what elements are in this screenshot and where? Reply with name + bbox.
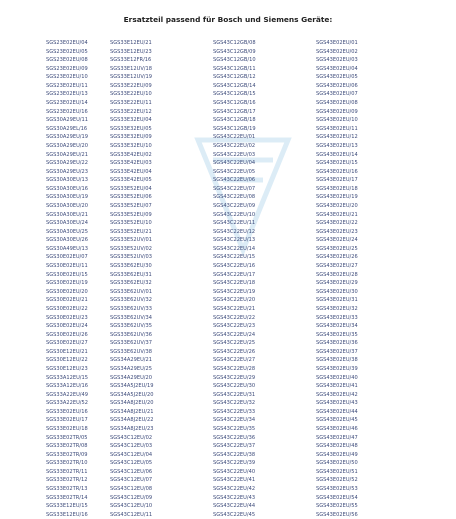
part-number: SGS33E22EU/09 <box>110 82 152 89</box>
part-number: SGS30A30EU/13 <box>46 177 89 184</box>
page-title: Ersatzteil passend für Bosch und Siemens Geräte: <box>123 15 333 24</box>
part-number: SGS33E02TR/09 <box>46 451 88 458</box>
part-number: SGS43E02EU/46 <box>316 426 358 433</box>
part-number: SGS43C12GB/14 <box>213 82 256 89</box>
part-number: SGS43C22EU/10 <box>213 211 256 218</box>
part-number: SGS43E02EU/04 <box>316 65 358 72</box>
column-4 <box>316 39 412 519</box>
part-number: SGS34A8J2EU/22 <box>110 417 154 424</box>
part-number: SGS33E52EU/06 <box>110 194 152 201</box>
part-number: SGS43E02EU/08 <box>316 100 358 107</box>
part-number: SGS43E02EU/36 <box>316 340 358 347</box>
part-number: SGS43C12GB/19 <box>213 125 256 132</box>
part-number: SGS30A29EU/23 <box>46 168 89 175</box>
part-number: SGS33A22EU/52 <box>46 400 89 407</box>
part-number: SGS23E02EU/09 <box>46 65 88 72</box>
part-number: SGS43C22EU/12 <box>213 228 256 235</box>
part-number: SGS43C12GB/12 <box>213 74 256 81</box>
part-number: SGS30A49EU/13 <box>46 245 89 252</box>
part-number: SGS43C22EU/19 <box>213 288 256 295</box>
part-number: SGS33E62UV/01 <box>110 288 153 295</box>
part-number: SGS30E02EU/27 <box>46 340 88 347</box>
part-number: SGS33E52UV/02 <box>110 245 153 252</box>
part-number: SGS30E02EU/15 <box>46 271 88 278</box>
part-number: SGS33E12EU/21 <box>110 40 152 46</box>
part-number: SGS43C22EU/37 <box>213 443 256 450</box>
part-number: SGS43E02EU/28 <box>316 271 358 278</box>
part-number: SGS30A30EU/21 <box>46 211 89 218</box>
part-number: SGS33E22EU/10 <box>110 91 152 98</box>
part-number: SGS43C12GB/08 <box>213 40 256 46</box>
part-number: SGS33E12UV/19 <box>110 74 153 81</box>
part-number: SGS43E02EU/50 <box>316 460 358 467</box>
part-number: SGS43E02EU/19 <box>316 194 358 201</box>
part-number: SGS43E02EU/32 <box>316 305 358 312</box>
part-number: SGS43E02EU/24 <box>316 237 358 244</box>
part-number: SGS33E02TR/05 <box>46 434 88 441</box>
part-number: SGS33E42EU/02 <box>110 151 152 158</box>
part-number: SGS33E62UV/33 <box>110 305 153 312</box>
part-number: SGS33E62EU/30 <box>110 263 152 270</box>
part-number: SGS33E52EU/10 <box>110 220 152 227</box>
part-number: SGS43E02EU/55 <box>316 503 358 510</box>
part-number: SGS43C22EU/33 <box>213 408 256 415</box>
part-number: SGS34A29EU/21 <box>110 357 153 364</box>
part-number: SGS43E02EU/16 <box>316 168 358 175</box>
part-number: SGS43E02EU/06 <box>316 82 358 89</box>
part-number: SGS43C22EU/08 <box>213 194 256 201</box>
part-number: SGS43C22EU/42 <box>213 486 256 493</box>
part-number: SGS43E02EU/15 <box>316 160 358 167</box>
part-number: SGS33E32EU/04 <box>110 117 152 124</box>
part-number: SGS43C12EU/05 <box>110 460 153 467</box>
part-number: SGS43E02EU/41 <box>316 383 358 390</box>
part-number: SGS43E02EU/35 <box>316 331 358 338</box>
part-number: SGS43E02EU/10 <box>316 117 358 124</box>
part-number: SGS43C22EU/26 <box>213 348 256 355</box>
part-number: SGS43C22EU/34 <box>213 417 256 424</box>
part-number: SGS43E02EU/22 <box>316 220 358 227</box>
part-number: SGS30A29EU/21 <box>46 151 89 158</box>
part-number: SGS43C22EU/02 <box>213 142 256 149</box>
part-number: SGS43E02EU/39 <box>316 365 358 372</box>
part-number: SGS43C12EU/08 <box>110 486 153 493</box>
part-number: SGS30E02EU/26 <box>46 331 88 338</box>
part-number: SGS43C22EU/01 <box>213 134 256 141</box>
part-number: SGS43C22EU/40 <box>213 468 256 475</box>
part-number: SGS30A30EU/25 <box>46 228 89 235</box>
part-number: SGS33E02TR/13 <box>46 486 88 493</box>
part-number: SGS43C22EU/09 <box>213 202 256 209</box>
part-number: SGS33E02TR/12 <box>46 477 88 484</box>
part-number: SGS43C22EU/36 <box>213 434 256 441</box>
part-number: SGS33E02EU/17 <box>46 417 88 424</box>
part-number: SGS43E02EU/30 <box>316 288 358 295</box>
part-number: SGS23E02EU/11 <box>46 82 88 89</box>
part-number: SGS30A30EU/20 <box>46 202 89 209</box>
part-number: SGS43C22EU/35 <box>213 426 256 433</box>
part-number: SGS30E02EU/23 <box>46 314 88 321</box>
part-number: SGS43C22EU/32 <box>213 400 256 407</box>
part-number: SGS23E02EU/05 <box>46 48 88 55</box>
part-number: SGS43C22EU/27 <box>213 357 256 364</box>
part-number: SGS30A30EU/16 <box>46 185 89 192</box>
part-number: SGS33A22EU/49 <box>46 391 89 398</box>
part-number: SGS43C12GB/16 <box>213 100 256 107</box>
part-number: SGS33E62UV/38 <box>110 348 153 355</box>
part-number: SGS33E42EU/04 <box>110 168 152 175</box>
part-number: SGS33E12UV/18 <box>110 65 153 72</box>
part-number: SGS43E02EU/34 <box>316 323 358 330</box>
part-number: SGS43C22EU/06 <box>213 177 256 184</box>
part-number: SGS33E62EU/31 <box>110 271 152 278</box>
part-number: SGS33E12EU/23 <box>110 48 152 55</box>
part-number: SGS33E02TR/10 <box>46 460 88 467</box>
part-number: SGS43E02EU/23 <box>316 228 358 235</box>
part-number: SGS43C12EU/11 <box>110 511 153 518</box>
part-number: SGS33E52EU/04 <box>110 185 152 192</box>
part-number: SGS43C22EU/30 <box>213 383 256 390</box>
part-number: SGS43C22EU/07 <box>213 185 256 192</box>
part-number: SGS43E02EU/25 <box>316 245 358 252</box>
column-3 <box>213 39 316 519</box>
part-number: SGS30E02EU/11 <box>46 263 88 270</box>
part-number: SGS30A30EU/19 <box>46 194 89 201</box>
part-number: SGS43E02EU/14 <box>316 151 358 158</box>
part-number: SGS33E02EU/16 <box>46 408 88 415</box>
part-number: SGS43C12GB/17 <box>213 108 256 115</box>
part-number: SGS43C22EU/04 <box>213 160 256 167</box>
part-number: SGS23E02EU/13 <box>46 91 88 98</box>
part-number: SGS33E02TR/14 <box>46 494 88 501</box>
part-number: SGS30A30EU/24 <box>46 220 89 227</box>
part-number: SGS43C22EU/39 <box>213 460 256 467</box>
part-number: SGS43E02EU/11 <box>316 125 358 132</box>
part-number: SGS33A12EU/16 <box>46 383 89 390</box>
part-number: SGS33E52UV/01 <box>110 237 153 244</box>
part-number: SGS43C12EU/04 <box>110 451 153 458</box>
part-number: SGS43E02EU/43 <box>316 400 358 407</box>
part-number: SGS43C22EU/45 <box>213 511 256 518</box>
part-number: SGS30E12EU/21 <box>46 348 88 355</box>
part-number: SGS33E12FR/16 <box>110 57 152 64</box>
part-number: SGS43E02EU/20 <box>316 202 358 209</box>
part-number: SGS43C22EU/05 <box>213 168 256 175</box>
part-number: SGS34A8J2EU/21 <box>110 408 154 415</box>
part-number: SGS33E62EU/32 <box>110 280 152 287</box>
part-number: SGS43E02EU/31 <box>316 297 358 304</box>
part-number: SGS43E02EU/51 <box>316 468 358 475</box>
part-number: SGS43C22EU/23 <box>213 323 256 330</box>
part-number: SGS43C12GB/18 <box>213 117 256 124</box>
part-number: SGS43C22EU/24 <box>213 331 256 338</box>
part-number: SGS33E02TR/11 <box>46 468 88 475</box>
part-number: SGS30A29EU/20 <box>46 142 89 149</box>
part-number: SGS43C22EU/28 <box>213 365 256 372</box>
part-number: SGS33E02EU/18 <box>46 426 88 433</box>
part-number: SGS30E12EU/22 <box>46 357 88 364</box>
part-number: SGS43C22EU/16 <box>213 263 256 270</box>
column-2 <box>110 39 213 519</box>
part-number: SGS30E02EU/19 <box>46 280 88 287</box>
part-number: SGS43C22EU/20 <box>213 297 256 304</box>
part-number: SGS43C12EU/03 <box>110 443 153 450</box>
part-number: SGS30E02EU/24 <box>46 323 88 330</box>
part-number: SGS43C22EU/21 <box>213 305 256 312</box>
part-number-grid <box>46 39 412 519</box>
part-number: SGS43C12GB/15 <box>213 91 256 98</box>
part-number: SGS34A29EU/20 <box>110 374 153 381</box>
part-number: SGS43C22EU/14 <box>213 245 256 252</box>
part-number: SGS43C22EU/38 <box>213 451 256 458</box>
part-number: SGS43E02EU/40 <box>316 374 358 381</box>
part-number: SGS33E32EU/05 <box>110 125 152 132</box>
part-number: SGS33E52UV/03 <box>110 254 153 261</box>
part-number: SGS43E02EU/13 <box>316 142 358 149</box>
part-number: SGS33E12EU/15 <box>46 503 88 510</box>
part-number: SGS43E02EU/09 <box>316 108 358 115</box>
part-number: SGS43C22EU/29 <box>213 374 256 381</box>
part-number: SGS43E02EU/05 <box>316 74 358 81</box>
part-number: SGS43C22EU/43 <box>213 494 256 501</box>
part-number: SGS43C12EU/07 <box>110 477 153 484</box>
part-number: SGS43C22EU/22 <box>213 314 256 321</box>
part-number: SGS33E42EU/05 <box>110 177 152 184</box>
part-number: SGS33A12EU/15 <box>46 374 89 381</box>
part-number: SGS33E62UV/36 <box>110 331 153 338</box>
part-number: SGS33E22EU/12 <box>110 108 152 115</box>
part-number: SGS33E62UV/32 <box>110 297 153 304</box>
part-number: SGS43E02EU/49 <box>316 451 358 458</box>
part-number: SGS34A8J2EU/20 <box>110 400 154 407</box>
part-number: SGS33E02TR/08 <box>46 443 88 450</box>
part-number: SGS43E02EU/54 <box>316 494 358 501</box>
column-1 <box>46 39 110 519</box>
part-number: SGS43E02EU/12 <box>316 134 358 141</box>
part-number: SGS30E02EU/22 <box>46 305 88 312</box>
part-number: SGS30A29EU/11 <box>46 117 89 124</box>
part-number: SGS33E22EU/11 <box>110 100 152 107</box>
part-number: SGS43C22EU/31 <box>213 391 256 398</box>
part-number: SGS33E42EU/03 <box>110 160 152 167</box>
part-number: SGS23E02EU/04 <box>46 40 88 46</box>
part-number: SGS34A5J2EU/20 <box>110 391 154 398</box>
part-number: SGS33E62UV/37 <box>110 340 153 347</box>
part-number: SGS43C12EU/02 <box>110 434 153 441</box>
part-number: SGS30A29EU/22 <box>46 160 89 167</box>
part-number: SGS43C22EU/03 <box>213 151 256 158</box>
part-number: SGS33E32EU/10 <box>110 142 152 149</box>
part-number: SGS43E02EU/38 <box>316 357 358 364</box>
part-number: SGS43E02EU/47 <box>316 434 358 441</box>
part-number: SGS43E02EU/01 <box>316 40 358 46</box>
part-number: SGS23E02EU/14 <box>46 100 88 107</box>
part-number: SGS30E02EU/21 <box>46 297 88 304</box>
part-number: SGS43E02EU/03 <box>316 57 358 64</box>
part-number: SGS43C22EU/25 <box>213 340 256 347</box>
part-number: SGS43E02EU/44 <box>316 408 358 415</box>
part-number: SGS30A30EU/26 <box>46 237 89 244</box>
part-number: SGS43C22EU/11 <box>213 220 256 227</box>
part-number: SGS30E12EU/23 <box>46 365 88 372</box>
part-number: SGS43E02EU/07 <box>316 91 358 98</box>
part-number: SGS30E02EU/20 <box>46 288 88 295</box>
part-number: SGS43E02EU/02 <box>316 48 358 55</box>
part-number: SGS23E02EU/16 <box>46 108 88 115</box>
part-number: SGS43E02EU/18 <box>316 185 358 192</box>
part-number: SGS43C22EU/17 <box>213 271 256 278</box>
part-number: SGS43C12EU/10 <box>110 503 153 510</box>
part-number: SGS43E02EU/17 <box>316 177 358 184</box>
part-number: SGS43E02EU/53 <box>316 486 358 493</box>
part-number: SGS43E02EU/56 <box>316 511 358 518</box>
part-number: SGS30A29EU/19 <box>46 134 89 141</box>
part-number: SGS43C12GB/10 <box>213 57 256 64</box>
part-number: SGS43C22EU/15 <box>213 254 256 261</box>
part-number: SGS43C12EU/09 <box>110 494 153 501</box>
part-number: SGS43C12EU/06 <box>110 468 153 475</box>
part-number: SGS43E02EU/37 <box>316 348 358 355</box>
part-number: SGS34A5J2EU/19 <box>110 383 154 390</box>
part-number: SGS33E52EU/07 <box>110 202 152 209</box>
part-number: SGS33E52EU/21 <box>110 228 152 235</box>
part-number: SGS43E02EU/29 <box>316 280 358 287</box>
part-number: SGS33E12EU/16 <box>46 511 88 518</box>
part-number: SGS33E32EU/09 <box>110 134 152 141</box>
part-number: SGS34A8J2EU/23 <box>110 426 154 433</box>
part-number: SGS43E02EU/42 <box>316 391 358 398</box>
part-number: SGS43C22EU/13 <box>213 237 256 244</box>
part-number: SGS43E02EU/26 <box>316 254 358 261</box>
part-number: SGS43C22EU/18 <box>213 280 256 287</box>
part-number: SGS43E02EU/45 <box>316 417 358 424</box>
part-number: SGS23E02EU/10 <box>46 74 88 81</box>
part-number: SGS33E52EU/09 <box>110 211 152 218</box>
part-number: SGS33E62UV/34 <box>110 314 153 321</box>
part-number: SGS23E02EU/08 <box>46 57 88 64</box>
part-number: SGS43E02EU/27 <box>316 263 358 270</box>
part-number: SGS43C12GB/09 <box>213 48 256 55</box>
part-number: SGS43E02EU/33 <box>316 314 358 321</box>
part-number: SGS33E62UV/35 <box>110 323 153 330</box>
part-number: SGS43C12GB/11 <box>213 65 256 72</box>
part-number: SGS34A29EU/25 <box>110 365 153 372</box>
part-number: SGS43C22EU/44 <box>213 503 256 510</box>
part-number: SGS43E02EU/21 <box>316 211 358 218</box>
part-number: SGS43C22EU/41 <box>213 477 256 484</box>
part-number: SGS43E02EU/48 <box>316 443 358 450</box>
part-number: SGS30A29EL/16 <box>46 125 88 132</box>
part-number: SGS43E02EU/52 <box>316 477 358 484</box>
part-number: SGS30E02EU/07 <box>46 254 88 261</box>
